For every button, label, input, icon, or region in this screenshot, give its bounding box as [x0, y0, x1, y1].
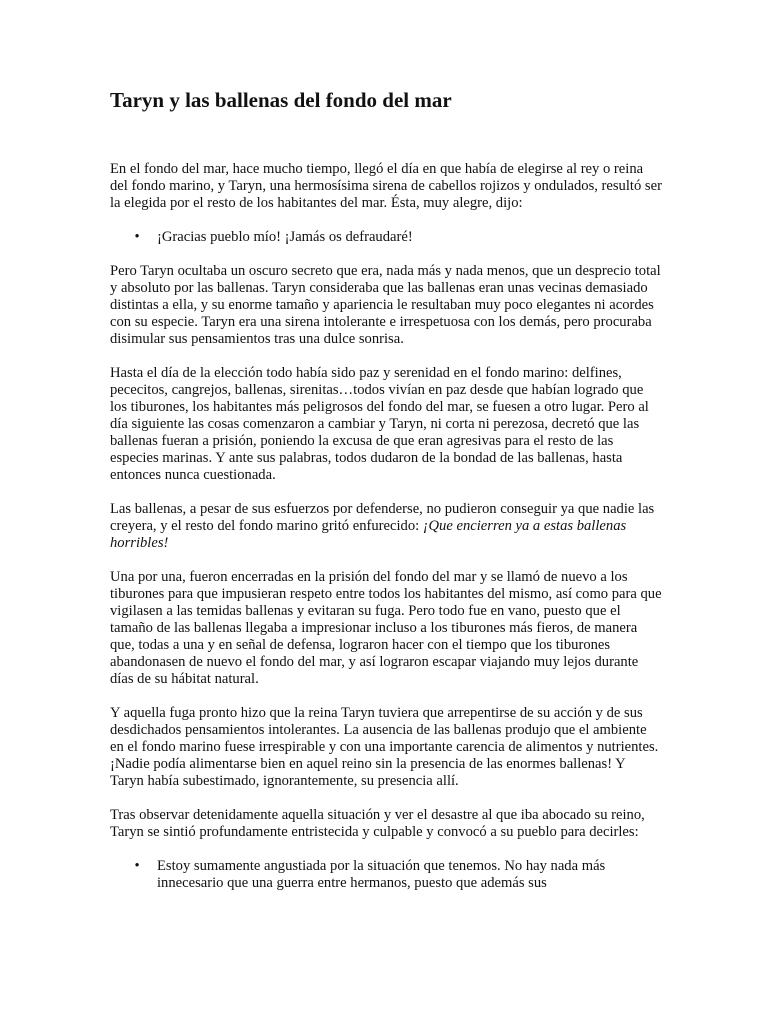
paragraph-7: Tras observar detenidamente aquella situación y ver el desastre al que iba abocado su reino, Taryn se sintió profundamente entristecida y culpable y convocó a su pueblo para decirles: [110, 807, 645, 840]
bullet-item-2 [110, 858, 662, 892]
document-body [110, 161, 662, 909]
bullet-item-text: Estoy sumamente angustiada por la situación que tenemos. No hay nada más innecesario que una guerra entre hermanos, puesto que además sus [157, 858, 606, 891]
paragraph-4-text: Las ballenas, a pesar de sus esfuerzos por defenderse, no pudieron conseguir ya que nadie las creyera, y el resto del fondo marino gritó enfurecido: [110, 501, 655, 534]
bullet-item-text: ¡Gracias pueblo mío! ¡Jamás os defraudaré! [157, 229, 413, 245]
paragraph-3: Hasta el día de la elección todo había sido paz y serenidad en el fondo marino: delfines, pececitos, cangrejos, ballenas, sirenitas…todos vivían en paz desde que habían logrado que los tiburones, los habitantes más peligrosos del fondo del mar, se fuesen a otro lugar. Pero al día siguiente las cosas comenzaron a cambiar y Taryn, ni corta ni perezosa, decretó que las ballenas fueran a prisión, poniendo la excusa de que eran agresivas para el resto de las especies marinas. Y ante sus palabras, todos dudaron de la bondad de las ballenas, hasta entonces nunca cuestionada. [110, 365, 649, 483]
bullet-icon: • [134, 858, 140, 874]
document-title: Taryn y las ballenas del fondo del mar [110, 88, 452, 112]
paragraph-4-quote: ¡Que encierren ya a estas ballenas horribles! [110, 518, 627, 551]
paragraph-6: Y aquella fuga pronto hizo que la reina Taryn tuviera que arrepentirse de su acción y de sus desdichados pensamientos intolerantes. La ausencia de las ballenas produjo que el ambiente en el fondo marino fuese irrespirable y con una importante carencia de alimentos y nutrientes. ¡Nadie podía alimentarse bien en aquel reino sin la presencia de las enormes ballenas! Y Taryn había subestimado, ignorantemente, su presencia allí. [110, 705, 659, 789]
paragraph-5: Una por una, fueron encerradas en la prisión del fondo del mar y se llamó de nuevo a los tiburones para que impusieran respeto entre todos los habitantes del mismo, así como para que vigilasen a las temidas ballenas y evitaran su fuga. Pero todo fue en vano, puesto que el tamaño de las ballenas llegaba a impresionar incluso a los tiburones más fieros, de manera que, todas a una y en señal de defensa, lograron hacer con el tiempo que los tiburones abandonasen de nuevo el fondo del mar, y así lograron escapar viajando muy lejos durante días de su hábitat natural. [110, 569, 662, 687]
paragraph-2: Pero Taryn ocultaba un oscuro secreto que era, nada más y nada menos, que un desprecio total y absoluto por las ballenas. Taryn consideraba que las ballenas eran unas vecinas demasiado distintas a ella, y su enorme tamaño y apariencia le resultaban muy poco elegantes ni acordes con su especie. Taryn era una sirena intolerante e irrespetuosa con los demás, pero procuraba disimular sus pensamientos tras una dulce sonrisa. [110, 263, 661, 347]
paragraph-4 [110, 501, 662, 552]
bullet-item-1 [110, 229, 662, 246]
paragraph-1: En el fondo del mar, hace mucho tiempo, llegó el día en que había de elegirse al rey o reina del fondo marino, y Taryn, una hermosísima sirena de cabellos rojizos y ondulados, resultó ser la elegida por el resto de los habitantes del mar. Ésta, muy alegre, dijo: [110, 161, 662, 211]
bullet-icon: • [134, 229, 140, 245]
